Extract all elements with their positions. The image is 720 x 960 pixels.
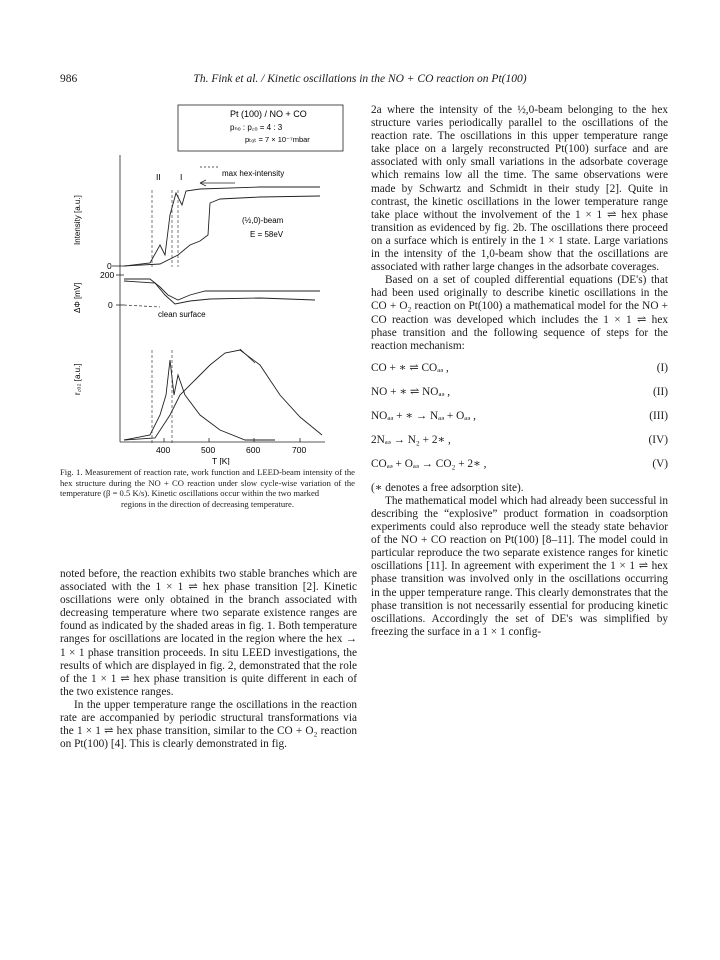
- region-II-label: II: [156, 172, 161, 182]
- equation-V: COₐₔ + Oₐₔ → CO₂ + 2∗ , (V): [371, 457, 668, 470]
- x-tick-400: 400: [156, 445, 171, 455]
- equation-I: CO + ∗ ⇌ COₐₔ , (I): [371, 361, 668, 374]
- rate-axis-label: r꜀ₒ₂ [a.u.]: [73, 363, 82, 395]
- running-title: Th. Fink et al. / Kinetic oscillations in the NO + CO reaction on Pt(100): [193, 73, 527, 85]
- equation-II: NO + ∗ ⇌ NOₐₔ , (II): [371, 385, 668, 398]
- figure-total-pressure: pₜₒₜ = 7 × 10⁻⁷mbar: [245, 135, 310, 144]
- max-hex-intensity-label: max hex-intensity: [222, 169, 285, 178]
- wf-tick-0: 0: [108, 300, 113, 310]
- beam-label: (½,0)-beam: [242, 216, 284, 225]
- x-tick-500: 500: [201, 445, 216, 455]
- x-axis-label: T [K]: [212, 456, 230, 465]
- x-tick-600: 600: [246, 445, 261, 455]
- caption-last-line: regions in the direction of decreasing temperature.: [121, 498, 294, 509]
- right-column: [371, 104, 668, 639]
- caption-main: Fig. 1. Measurement of reaction rate, work function and LEED-beam intensity of the hex structure during the NO + CO reaction under slow cycle-wise variation of the temperature (β = 0.5 K/s). Kinetic oscillations occur within the two marked: [60, 467, 355, 499]
- left-column: [60, 568, 357, 751]
- page-number: 986: [60, 73, 78, 85]
- right-paragraph-3: The mathematical model which had already been successful in describing the “explosive” product formation in coadsorption experiments could also reproduce well the steady state behavior of the NO + CO reaction on Pt(100) [8–11]. The model could in particular reproduce the two separate existence ranges for kinetic oscillations [11]. In agreement with experiment the 1 × 1 ⇌ hex phase transition was involved only in the oscillations occurring in the upper temperature range. This clearly demonstrates that the phase transition is not necessarily essential for producing kinetic oscillations. Accordingly the set of DE's was simplified by freezing the surface in a 1 × 1 config-: [371, 494, 668, 638]
- figure-caption: [60, 467, 355, 509]
- wf-tick-200: 200: [100, 270, 115, 280]
- figure-box-title: Pt (100) / NO + CO: [230, 109, 307, 119]
- left-paragraph-1: noted before, the reaction exhibits two stable branches which are associated with the 1 × 1 ⇌ hex phase transition [2]. Kinetic oscillations were only obtained in the branch associated with decreasing temperature where two separate existence ranges are found as indicated by the shaded areas in fig. 1. Both temperature ranges for oscillations are located in the region where the hex → 1 × 1 phase transition proceeds. In situ LEED investigations, the results of which are displayed in fig. 2, demonstrated that the role of the 1 × 1 ⇌ hex phase transition is quite different in each of the two existence ranges.: [60, 568, 357, 698]
- workfunction-axis-label: ΔΦ [mV]: [73, 282, 82, 313]
- adsorption-site-note: (∗ denotes a free adsorption site).: [371, 481, 524, 494]
- energy-label: E = 58eV: [250, 230, 284, 239]
- intensity-axis-label: Intensity [a.u.]: [73, 195, 82, 245]
- right-paragraph-2: Based on a set of coupled differential equations (DE's) that had been used originally to describe kinetic oscillations in the CO + O₂ reaction on Pt(100) a mathematical model for the NO + CO reaction was developed which includes the 1 × 1 ⇌ hex phase transition and the following sequence of steps for the reaction mechanism:: [371, 274, 668, 352]
- intensity-zero-tick: 0: [107, 261, 112, 271]
- equation-IV: 2Nₐₔ → N₂ + 2∗ , (IV): [371, 433, 668, 446]
- region-I-label: I: [180, 172, 183, 182]
- x-tick-700: 700: [292, 445, 307, 455]
- right-paragraph-1: 2a where the intensity of the ½,0-beam belonging to the hex structure varies periodically parallel to the oscillations of the reaction rate. The oscillations in this upper temperature range take place on a largely reconstructed Pt(100) surface and are associated with only small variations in the adsorbate coverage which remains low all the time. The same observations were made by Schwartz and Schmidt in their study [2]. Quite in contrast, the kinetic oscillations in the lower temperature range take place without the involvement of the 1 × 1 ⇌ hex phase transition as evidenced by fig. 2b. The oscillations there proceed on a surface which is entirely in the 1 × 1 state. Large variations in the intensity of the 1,0-beam show that the oscillations are associated with rather large changes in the adsorbate coverages.: [371, 104, 668, 274]
- clean-surface-label: clean surface: [158, 310, 206, 319]
- equation-III: NOₐₔ + ∗ → Nₐₔ + Oₐₔ , (III): [371, 409, 668, 422]
- figure-pressure-ratio: pₙₒ : p꜀ₒ = 4 : 3: [230, 123, 283, 132]
- figure-1: [60, 95, 350, 465]
- equation-block: [371, 362, 668, 482]
- left-paragraph-2: In the upper temperature range the oscillations in the reaction rate are accompanied by periodic structural transformations via the 1 × 1 ⇌ hex phase transition, similar to the CO + O₂ reaction on Pt(100) [4]. This is clearly demonstrated in fig.: [60, 698, 357, 751]
